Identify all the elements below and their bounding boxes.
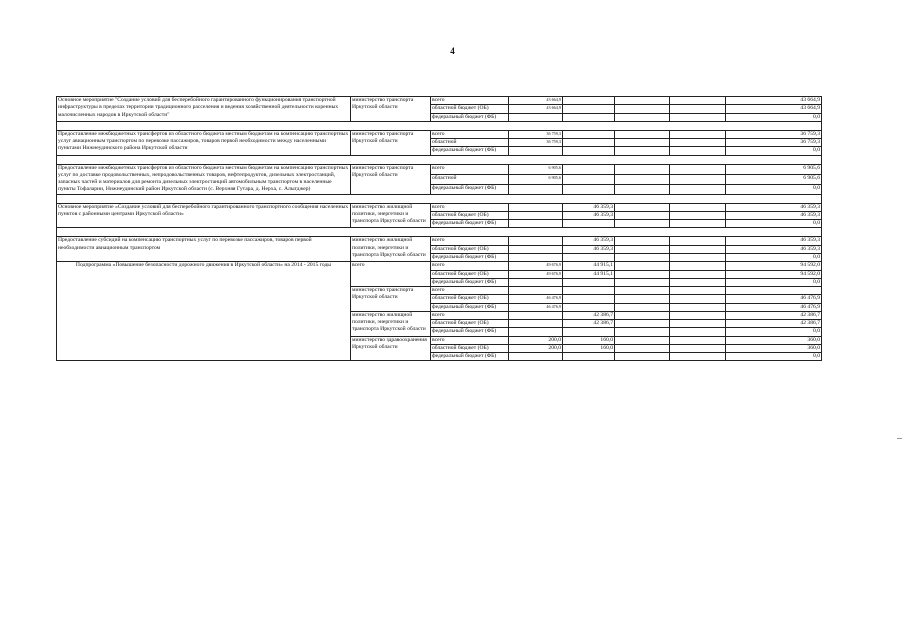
empty-cell <box>615 130 670 138</box>
value-2014: 200,0 <box>509 336 563 344</box>
value-2015: 160,0 <box>563 344 615 352</box>
value-total: 0,0 <box>726 328 822 336</box>
empty-cell <box>670 184 726 194</box>
budget-table <box>56 96 822 361</box>
table-row <box>57 130 822 138</box>
value-2014 <box>509 237 563 245</box>
empty-cell <box>615 253 670 261</box>
value-2014: 200,0 <box>509 344 563 352</box>
empty-cell <box>615 278 670 286</box>
value-2014 <box>509 328 563 336</box>
activity-name: Предоставление субсидий на компенсацию транспортных услуг по перевозке пассажиров, товаров первой необходимости авиационным транспортом <box>57 237 351 262</box>
value-2014 <box>509 245 563 253</box>
empty-cell <box>670 130 726 138</box>
value-2015 <box>563 147 615 155</box>
value-2014: 46 476,9 <box>509 295 563 303</box>
empty-cell <box>670 211 726 219</box>
value-2015 <box>563 328 615 336</box>
empty-cell <box>670 105 726 113</box>
empty-cell <box>670 220 726 228</box>
empty-cell <box>670 113 726 121</box>
funding-source: всего <box>431 262 509 270</box>
empty-cell <box>615 320 670 328</box>
empty-cell <box>615 287 670 295</box>
value-2015 <box>563 130 615 138</box>
value-2014 <box>509 253 563 261</box>
empty-cell <box>615 164 670 174</box>
value-2014: 43 664,9 <box>509 105 563 113</box>
funding-source: областной бюджет (ОБ) <box>431 245 509 253</box>
funding-source: всего <box>431 97 509 105</box>
funding-source: всего <box>431 336 509 344</box>
empty-cell <box>615 237 670 245</box>
empty-cell <box>615 139 670 147</box>
funding-source: областной бюджет (ОБ) <box>431 270 509 278</box>
value-total: 46 359,3 <box>726 245 822 253</box>
value-total: 42 386,7 <box>726 311 822 319</box>
empty-cell <box>615 303 670 311</box>
empty-cell <box>615 336 670 344</box>
empty-cell <box>670 328 726 336</box>
funding-source: всего <box>431 237 509 245</box>
spacer-cell <box>57 228 822 237</box>
value-2014 <box>509 211 563 219</box>
spacer-cell <box>57 155 822 164</box>
value-2015: 42 386,7 <box>563 311 615 319</box>
value-2015: 44 915,1 <box>563 270 615 278</box>
funding-source: федеральный бюджет (ФБ) <box>431 253 509 261</box>
empty-cell <box>670 237 726 245</box>
value-total: 42 386,7 <box>726 320 822 328</box>
empty-cell <box>670 270 726 278</box>
value-2014: 36 759,3 <box>509 130 563 138</box>
empty-cell <box>670 139 726 147</box>
value-total: 94 592,0 <box>726 270 822 278</box>
value-total: 46 359,3 <box>726 237 822 245</box>
empty-cell <box>670 336 726 344</box>
activity-name: Предоставление межбюджетных трансфертов из областного бюджета местным бюджетам на компенсацию транспортных услуг авиационным транспортом по перевозке пассажиров, товаров первой необходимости между населенными пунктами Нижнеудинского района Иркутской области <box>57 130 351 155</box>
empty-cell <box>615 344 670 352</box>
value-2015 <box>563 278 615 286</box>
empty-cell <box>670 203 726 211</box>
executor: министерство здравоохранения Иркутской области <box>351 336 431 361</box>
funding-source: областной бюджет (ОБ) <box>431 295 509 303</box>
value-2014: 43 664,9 <box>509 97 563 105</box>
value-2014 <box>509 147 563 155</box>
value-total: 0,0 <box>726 353 822 361</box>
table-row <box>57 237 822 245</box>
value-total: 6 905,6 <box>726 174 822 184</box>
funding-source: всего <box>431 203 509 211</box>
funding-source: областной бюджет (ОБ) <box>431 211 509 219</box>
value-total: 360,0 <box>726 344 822 352</box>
funding-source: областной бюджет (ОБ) <box>431 344 509 352</box>
empty-cell <box>615 184 670 194</box>
value-2015: 44 915,1 <box>563 262 615 270</box>
value-total: 94 592,0 <box>726 262 822 270</box>
table-row <box>57 262 822 270</box>
value-2015 <box>563 97 615 105</box>
empty-cell <box>615 262 670 270</box>
subprogram-name: Подпрограмма «Повышение безопасности дорожного движения в Иркутской области» на 2014 - 2015 годы <box>57 262 351 361</box>
value-2014 <box>509 184 563 194</box>
block-spacer <box>57 121 822 130</box>
value-total: 46 476,9 <box>726 303 822 311</box>
value-total: 0,0 <box>726 253 822 261</box>
executor: министерство жилищной политики, энергетики и транспорта Иркутской области <box>351 311 431 336</box>
value-2014 <box>509 353 563 361</box>
executor: министерство транспорта Иркутской области <box>351 97 431 122</box>
value-total: 36 759,3 <box>726 130 822 138</box>
value-2015 <box>563 174 615 184</box>
empty-cell <box>670 174 726 184</box>
executor: министерство транспорта Иркутской области <box>351 164 431 194</box>
empty-cell <box>615 220 670 228</box>
value-2015: 46 359,3 <box>563 203 615 211</box>
empty-cell <box>615 147 670 155</box>
value-2014: 36 759,3 <box>509 139 563 147</box>
block-spacer <box>57 155 822 164</box>
value-2014: 49 676,9 <box>509 270 563 278</box>
empty-cell <box>615 203 670 211</box>
empty-cell <box>670 353 726 361</box>
value-total: 0,0 <box>726 147 822 155</box>
value-2015 <box>563 287 615 295</box>
value-2015: 46 359,3 <box>563 245 615 253</box>
value-2014 <box>509 287 563 295</box>
value-2015 <box>563 303 615 311</box>
block-spacer <box>57 194 822 203</box>
value-2015 <box>563 253 615 261</box>
activity-name: Предоставление межбюджетных трансфертов из областного бюджета местным бюджетам на компенсацию транспортных услуг по доставке продовольственных, непродовольственных товаров, нефтепродуктов, дизельных электростанций, запасных частей и материалов для ремонта дизельных электростанций автомобильным транспортом в населенные пункты Тофаларии, Нижнеудинский район Иркутской области (с. Верхняя Гутара, д. Нерха, с. Алыгджер) <box>57 164 351 194</box>
empty-cell <box>615 270 670 278</box>
value-2014 <box>509 320 563 328</box>
value-total: 46 359,3 <box>726 203 822 211</box>
funding-source: всего <box>431 287 509 295</box>
empty-cell <box>670 287 726 295</box>
empty-cell <box>670 253 726 261</box>
value-2015 <box>563 164 615 174</box>
funding-source: федеральный бюджет (ФБ) <box>431 113 509 121</box>
value-2014 <box>509 278 563 286</box>
funding-source: федеральный бюджет (ФБ) <box>431 353 509 361</box>
executor: министерство жилищной политики, энергетики и транспорта Иркутской области <box>351 237 431 262</box>
executor: всего <box>351 262 431 287</box>
spacer-cell <box>57 121 822 130</box>
empty-cell <box>615 311 670 319</box>
funding-source: всего <box>431 311 509 319</box>
activity-name: Основное мероприятие «Создание условий для бесперебойного гарантированного транспортного сообщения населенных пунктов с районными центрами Иркутской области» <box>57 203 351 228</box>
value-2015 <box>563 220 615 228</box>
value-total: 0,0 <box>726 278 822 286</box>
value-total <box>726 287 822 295</box>
funding-source: областной <box>431 174 509 184</box>
table-row <box>57 203 822 211</box>
empty-cell <box>615 211 670 219</box>
empty-cell <box>670 295 726 303</box>
value-total: 0,0 <box>726 113 822 121</box>
funding-source: областной бюджет (ОБ) <box>431 105 509 113</box>
empty-cell <box>670 344 726 352</box>
funding-source: федеральный бюджет (ФБ) <box>431 303 509 311</box>
empty-cell <box>615 353 670 361</box>
empty-cell <box>615 245 670 253</box>
funding-source: федеральный бюджет (ФБ) <box>431 278 509 286</box>
value-2014 <box>509 113 563 121</box>
empty-cell <box>670 278 726 286</box>
value-2014 <box>509 311 563 319</box>
value-total: 36 759,3 <box>726 139 822 147</box>
scan-edge-mark <box>897 438 902 439</box>
value-2014 <box>509 203 563 211</box>
funding-source: федеральный бюджет (ФБ) <box>431 220 509 228</box>
funding-source: федеральный бюджет (ФБ) <box>431 147 509 155</box>
executor: министерство транспорта Иркутской области <box>351 130 431 155</box>
value-2015 <box>563 184 615 194</box>
empty-cell <box>670 320 726 328</box>
value-2015: 160,0 <box>563 336 615 344</box>
value-2015 <box>563 113 615 121</box>
value-2015 <box>563 295 615 303</box>
empty-cell <box>670 147 726 155</box>
value-2015: 42 386,7 <box>563 320 615 328</box>
executor: министерство жилищной политики, энергетики и транспорта Иркутской области <box>351 203 431 228</box>
table-row <box>57 164 822 174</box>
funding-source: всего <box>431 130 509 138</box>
empty-cell <box>615 105 670 113</box>
funding-source: областной бюджет (ОБ) <box>431 320 509 328</box>
funding-source: федеральный бюджет (ФБ) <box>431 184 509 194</box>
value-2014 <box>509 220 563 228</box>
value-2015 <box>563 105 615 113</box>
empty-cell <box>615 174 670 184</box>
empty-cell <box>670 311 726 319</box>
value-total: 0,0 <box>726 184 822 194</box>
value-total: 43 664,9 <box>726 97 822 105</box>
value-2014: 49 676,9 <box>509 262 563 270</box>
empty-cell <box>615 328 670 336</box>
funding-source: областной <box>431 139 509 147</box>
empty-cell <box>670 97 726 105</box>
empty-cell <box>670 303 726 311</box>
value-total: 46 359,3 <box>726 211 822 219</box>
value-2014: 46 476,9 <box>509 303 563 311</box>
page-number: 4 <box>450 46 455 56</box>
block-spacer <box>57 228 822 237</box>
executor: министерство транспорта Иркутской области <box>351 287 431 312</box>
empty-cell <box>615 97 670 105</box>
spacer-cell <box>57 194 822 203</box>
empty-cell <box>670 245 726 253</box>
funding-source: всего <box>431 164 509 174</box>
value-2014: 6 905,6 <box>509 174 563 184</box>
table-row <box>57 97 822 105</box>
empty-cell <box>670 262 726 270</box>
value-2015 <box>563 139 615 147</box>
empty-cell <box>615 295 670 303</box>
funding-source: федеральный бюджет (ФБ) <box>431 328 509 336</box>
value-2015: 46 359,3 <box>563 237 615 245</box>
empty-cell <box>615 113 670 121</box>
empty-cell <box>670 164 726 174</box>
value-total: 0,0 <box>726 220 822 228</box>
value-total: 360,0 <box>726 336 822 344</box>
value-total: 6 905,6 <box>726 164 822 174</box>
value-2015: 46 359,3 <box>563 211 615 219</box>
value-2014: 6 905,6 <box>509 164 563 174</box>
activity-name: Основное мероприятие "Создание условий для бесперебойного гарантированного функционирования транспортной инфраструктуры в пределах территории традиционного расселения и ведения хозяйственной деятельности коренных малочисленных народов в Иркутской области" <box>57 97 351 122</box>
value-total: 46 476,9 <box>726 295 822 303</box>
value-2015 <box>563 353 615 361</box>
value-total: 43 664,9 <box>726 105 822 113</box>
